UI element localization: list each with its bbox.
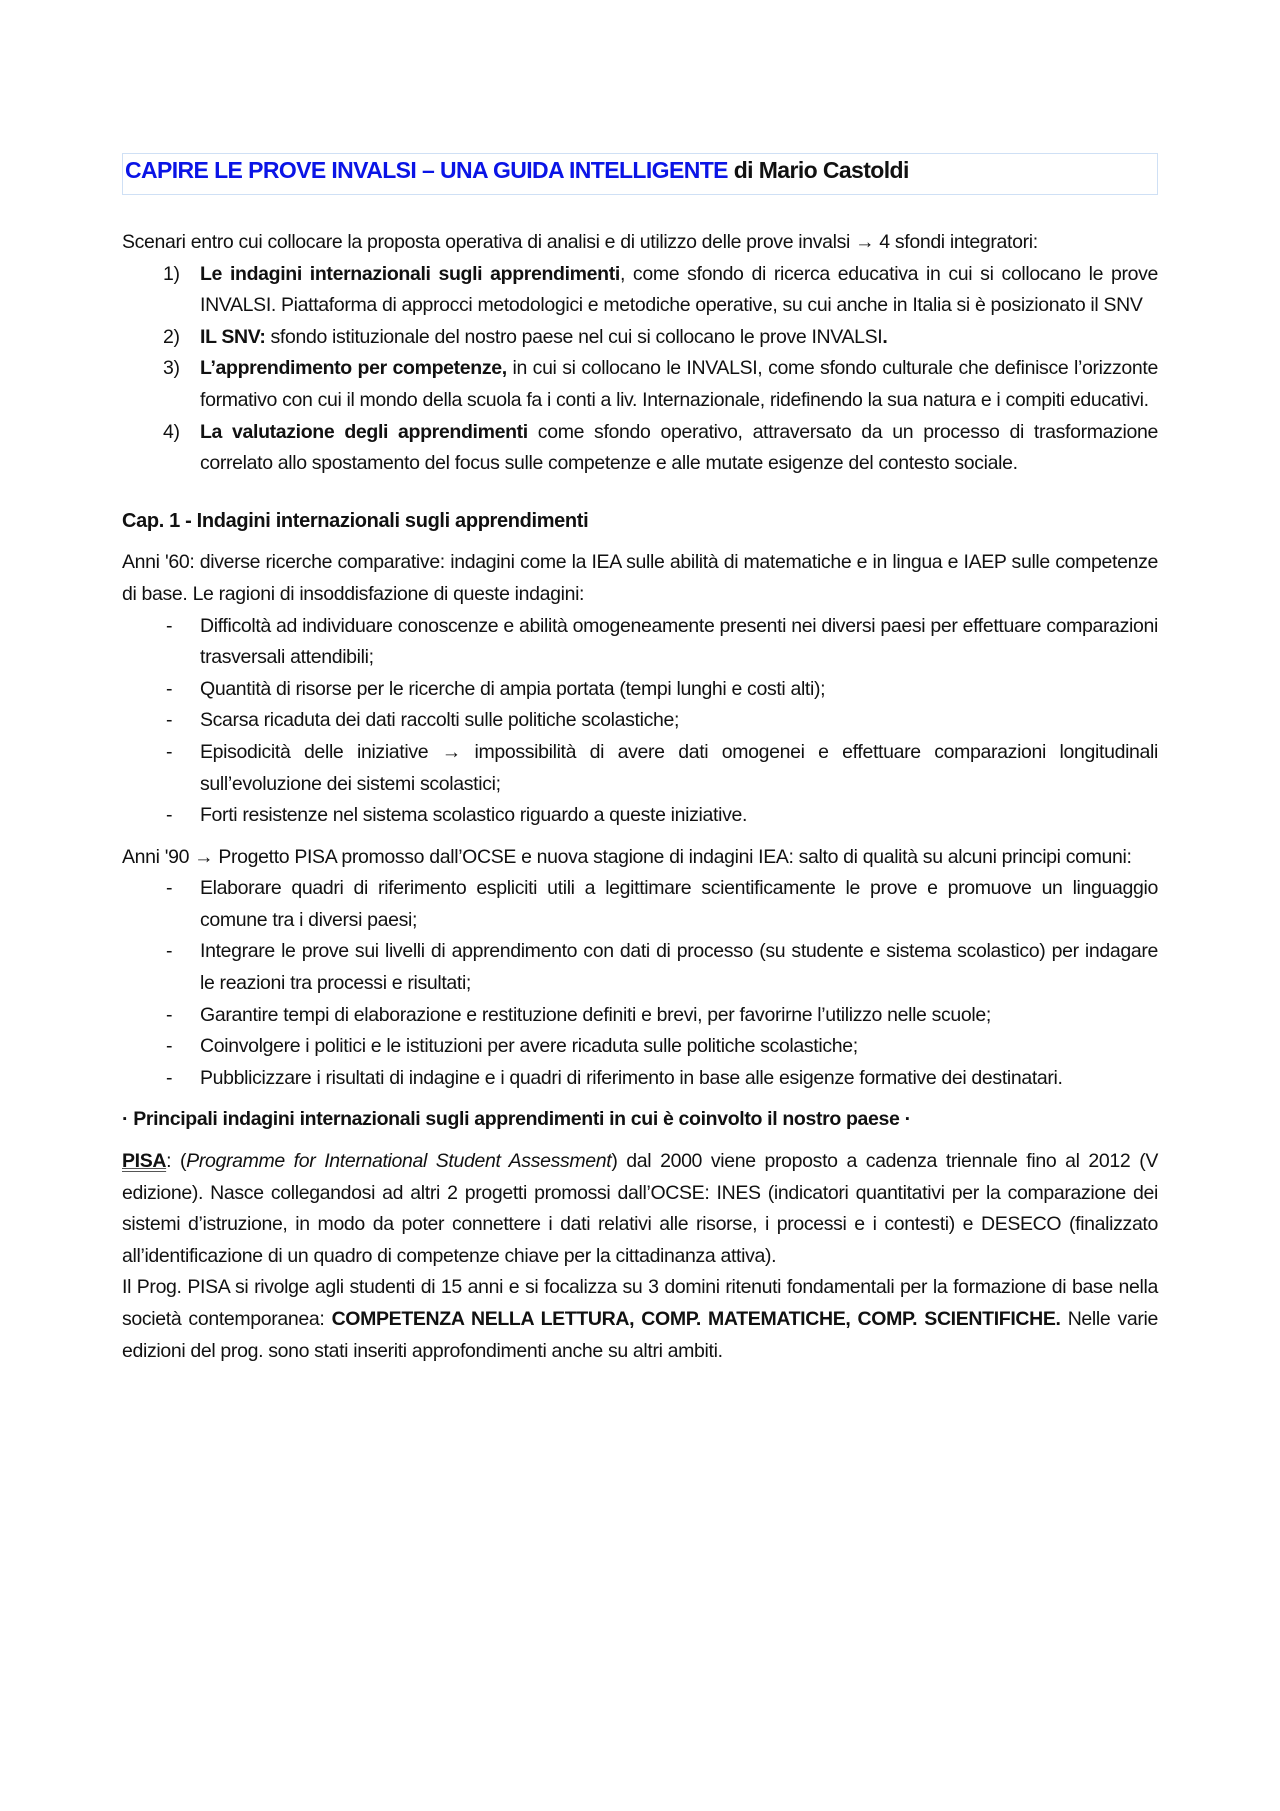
list-item-text: in cui si collocano le INVALSI, come sfondo culturale che definisce l’orizzonte formativo con cui il mondo della scuola fa i conti a liv. Internazionale, ridefinendo la sua natura e i compiti educativi. <box>200 357 1158 411</box>
paragraph-anni-60: Anni '60: diverse ricerche comparative: indagini come la IEA sulle abilità di matematiche e in lingua e IAEP sulle competenze di base. Le ragioni di insoddisfazione di queste indagini: <box>122 551 1158 605</box>
list-item-text: Episodicità delle iniziative → impossibilità di avere dati omogenei e effettuare comparazioni longitudinali sull’evoluzione dei sistemi scolastici; <box>200 740 1158 795</box>
list-marker: 4) <box>163 420 180 443</box>
list-marker: - <box>166 804 173 827</box>
list-item-text: Scarsa ricaduta dei dati raccolti sulle politiche scolastiche; <box>200 709 680 732</box>
intro-paragraph: Scenari entro cui collocare la proposta operativa di analisi e di utilizzo delle prove invalsi → 4 sfondi integratori: <box>122 231 1038 253</box>
list-marker: - <box>166 1003 173 1026</box>
list-item <box>122 611 1158 674</box>
list-marker: - <box>166 940 173 963</box>
list-item <box>122 259 1158 322</box>
list-marker: - <box>166 677 173 700</box>
list-item <box>122 737 1158 800</box>
list-item-text: Integrare le prove sui livelli di apprendimento con dati di processo (su studente e sistema scolastico) per indagare le reazioni tra processi e risultati; <box>200 940 1158 995</box>
list-item <box>122 705 1158 737</box>
prog-text-after: Nelle varie edizioni del prog. sono stati inseriti approfondimenti anche su altri ambiti. <box>122 1308 1159 1362</box>
list-marker: 3) <box>163 357 180 380</box>
list-item-bold: L’apprendimento per competenze, <box>200 357 507 380</box>
document-author: di Mario Castoldi <box>727 157 909 183</box>
list-marker: - <box>166 740 173 763</box>
list-item-text: sfondo istituzionale del nostro paese nel cui si collocano le prove INVALSI <box>265 325 883 348</box>
list-anni-90 <box>122 873 1158 1094</box>
list-item-text: Garantire tempi di elaborazione e restituzione definiti e brevi, per favorirne l’utilizzo nelle scuole; <box>200 1003 991 1026</box>
prog-pisa-paragraph <box>122 1272 1158 1367</box>
list-item-text: Quantità di risorse per le ricerche di ampia portata (tempi lunghi e costi alti); <box>200 677 826 700</box>
list-item-text: Coinvolgere i politici e le istituzioni per avere ricaduta sulle politiche scolastiche; <box>200 1035 858 1058</box>
list-item <box>122 353 1158 416</box>
pisa-full-name: Programme for International Student Assessment <box>186 1150 612 1173</box>
document-page <box>122 153 1158 1367</box>
list-marker: 1) <box>163 262 180 285</box>
list-marker: 2) <box>163 325 180 348</box>
list-anni-60 <box>122 611 1158 832</box>
list-item-text: , come sfondo di ricerca educativa in cui si collocano le prove INVALSI. Piattaforma di approcci metodologici e metodiche operative, su cui anche in Italia si è posizionato il SNV <box>200 262 1159 317</box>
list-item-text: Pubblicizzare i risultati di indagine e i quadri di riferimento in base alle esigenze formative dei destinatari. <box>200 1066 1063 1089</box>
list-marker: - <box>166 877 173 900</box>
chapter-heading: Cap. 1 - Indagini internazionali sugli apprendimenti <box>122 509 589 532</box>
list-marker: - <box>166 1066 173 1089</box>
list-marker: - <box>166 709 173 732</box>
paragraph-anni-90: Anni '90 → Progetto PISA promosso dall’OCSE e nuova stagione di indagini IEA: salto di qualità su alcuni principi comuni: <box>122 845 1132 868</box>
list-marker: - <box>166 1035 173 1058</box>
list-item <box>122 417 1158 480</box>
list-marker: - <box>166 614 173 637</box>
list-item-bold: La valutazione degli apprendimenti <box>200 420 528 443</box>
list-item-bold-end: . <box>882 325 888 348</box>
list-item <box>122 800 1158 832</box>
list-item <box>122 1063 1158 1095</box>
principali-heading: · Principali indagini internazionali sugli apprendimenti in cui è coinvolto il nostro paese · <box>122 1108 911 1131</box>
integrator-list <box>122 259 1158 480</box>
list-item-text: Difficoltà ad individuare conoscenze e abilità omogeneamente presenti nei diversi paesi per effettuare comparazioni trasversali attendibili; <box>200 614 1158 669</box>
pisa-paragraph <box>122 1146 1158 1272</box>
list-item-bold: IL SNV: <box>200 325 266 348</box>
list-item <box>122 674 1158 706</box>
list-item-text: Elaborare quadri di riferimento espliciti utili a legittimare scientificamente le prove e promuove un linguaggio comune tra i diversi paesi; <box>200 877 1158 931</box>
list-item-bold: Le indagini internazionali sugli apprendimenti <box>200 262 620 285</box>
document-title: CAPIRE LE PROVE INVALSI – UNA GUIDA INTELLIGENTE <box>125 157 728 183</box>
document-title-box <box>122 153 1158 195</box>
list-item-text: come sfondo operativo, attraversato da un processo di trasformazione correlato allo spostamento del focus sulle competenze e alle mutate esigenze del contesto sociale. <box>200 420 1158 475</box>
prog-text-before: Il Prog. PISA si rivolge agli studenti di 15 anni e si focalizza su 3 domini ritenuti fondamentali per la formazione di base nella società contemporanea: <box>122 1276 1158 1330</box>
list-item-text: Forti resistenze nel sistema scolastico riguardo a queste iniziative. <box>200 804 748 827</box>
prog-domains: COMPETENZA NELLA LETTURA, COMP. MATEMATICHE, COMP. SCIENTIFICHE. <box>331 1308 1061 1330</box>
list-item <box>122 936 1158 999</box>
list-item <box>122 873 1158 936</box>
pisa-label: PISA <box>122 1150 167 1173</box>
pisa-colon: : ( <box>166 1150 187 1173</box>
list-item <box>122 1000 1158 1032</box>
pisa-text: ) dal 2000 viene proposto a cadenza triennale fino al 2012 (V edizione). Nasce collegandosi ad altri 2 progetti promossi dall’OCSE: INES (indicatori quantitativi per la comparazione dei sistemi d’istruzione, in modo da poter connettere i dati relativi alle risorse, i processi e i contesti) e DESECO (finalizzato all’identificazione di un quadro di competenze chiave per la cittadinanza attiva). <box>122 1150 1159 1267</box>
list-item <box>122 1031 1158 1063</box>
list-item <box>122 322 1158 354</box>
